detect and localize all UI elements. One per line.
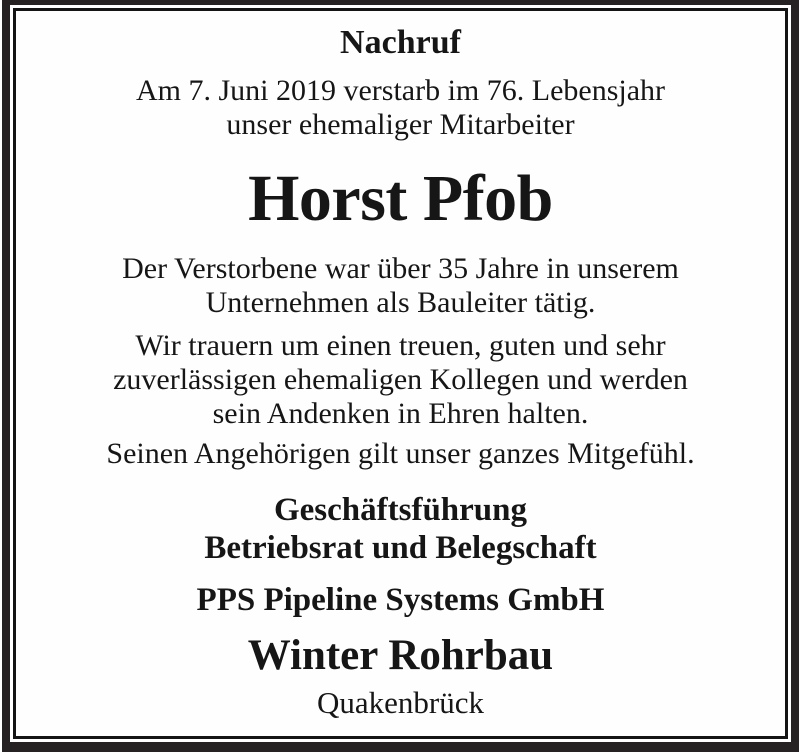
service-line-2: Unternehmen als Bauleiter tätig.: [205, 286, 596, 319]
signatory-management: Geschäftsführung: [273, 492, 528, 528]
tribute-line-3: sein Andenken in Ehren halten.: [212, 397, 589, 430]
company-location: Quakenbrück: [317, 685, 484, 720]
service-line-1: Der Verstorbene war über 35 Jahre in unserem: [122, 252, 679, 285]
signatory-works-council: Betriebsrat und Belegschaft: [204, 530, 597, 566]
signatories-block: [16, 491, 785, 567]
notice-content: [16, 11, 785, 736]
inner-frame-border: [13, 8, 788, 739]
tribute-paragraph: [16, 329, 785, 431]
intro-line-1: Am 7. Juni 2019 verstarb im 76. Lebensjahr: [135, 74, 666, 107]
intro-line-2: unser ehemaliger Mitarbeiter: [226, 108, 575, 141]
service-paragraph: [16, 252, 785, 320]
condolence-line: Seinen Angehörigen gilt unser ganzes Mitgefühl.: [106, 437, 695, 470]
tribute-line-2: zuverlässigen ehemaligen Kollegen und werden: [113, 363, 688, 396]
intro-paragraph: [16, 74, 785, 142]
company-name-secondary: Winter Rohrbau: [247, 632, 554, 679]
company-name: PPS Pipeline Systems GmbH: [196, 582, 605, 618]
tribute-line-1: Wir trauern um einen treuen, guten und sehr: [135, 329, 666, 362]
notice-title: Nachruf: [340, 24, 461, 61]
deceased-name: Horst Pfob: [248, 162, 553, 235]
